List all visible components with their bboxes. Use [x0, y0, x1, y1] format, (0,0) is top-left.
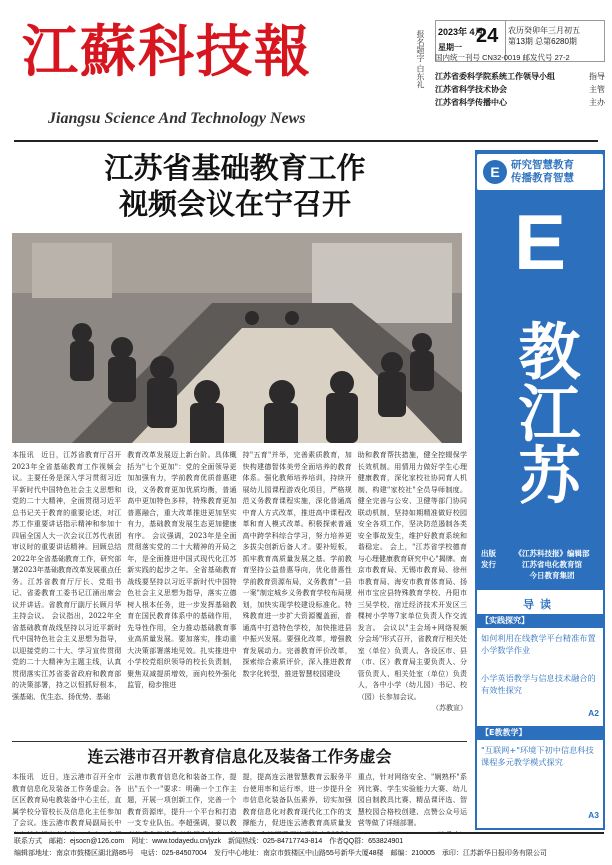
second-headline: 连云港市召开教育信息化及装备工作务虚会: [87, 747, 392, 766]
article-column: 教育改革发展迈上新台阶。具体概括为"七个更加"：党的全面领导更加加强有力，学前教育优质普惠建设，义务教育更加优质均衡，普通高中更加特色多样，特殊教育更加普惠融合，重大改革推进更加坚实有力，基础教育发展生态更加健康有序。 会议强调，2023年是全面贯彻落实党的二十大精神的开局之年，是全面推进中国式现代化江苏新实践的起步之年。全省基础教育战线要坚持以习近平新时代中国特色社会主义思想为指导，落实立德树人根本任务，进一步发挥基础教育在国民教育体系中的基础作用，先导性作用，全力推动基础教育事业高质量发展。要加落实，推动重大决策部署落地见效。扎实推进中小学校党组织领导的校长负责制，聚焦双减提质增效，面向校外强化监管，稳步推进: [127, 451, 237, 689]
footer: [14, 832, 604, 862]
sidebar-big-e: E: [513, 198, 567, 286]
brand-box: [477, 154, 603, 190]
guide-page-ref: A3: [588, 810, 599, 820]
article-column: 提，提高连云港智慧教育云服务平台使用率和运行率，进一步提升全市信息化装备队伍素养，切实加强教育信息化对教育现代化工作的支撑能力，促进连云港教育高质量发: [242, 773, 352, 827]
sponsor-row: 江苏省科学传播中心 主办: [435, 98, 605, 107]
date-weekday: 星期一: [438, 43, 462, 52]
brand-e-icon: E: [483, 160, 507, 184]
meeting-photo: [12, 233, 462, 443]
date-year-month: 2023年 4月: [438, 27, 484, 37]
publisher-info: 出版 发行 《江苏科技报》编辑部 江苏省电化教育馆 今日教育集团: [481, 549, 590, 580]
newspaper-english-name: Jiangsu Science And Technology News: [48, 110, 306, 127]
date-day: 24: [476, 25, 499, 47]
article-column: 持"五育"并举，完善素质教育，加快构建德智体美劳全面培养的教育体系。强化教师培养培训，持续开展幼儿园课程游戏化项目，严格规范义务教育课程实施，深化普通高中育人方式改革，推进高中课程改革和育人模式改革。积极探索普通高中跨学科综合学习，努力培养更多拔尖创新后备人才。要补短板，抓牢教育高质量发展之基。学前教育坚持公益普惠导向，优化普惠性学前教育资源布局，义务教育"一县一案"制定城乡义务教育学校布局规划，加快实现学校建设标准化。特殊教育进一步扩大资源覆盖面，普通高中打造特色学校，加快推进县中振兴发展。要强化改革，增强教育发展动力。完善教育评价改革，探索综合素质评价，深入推进教育数字化转型，推进智慧校园建设: [242, 451, 352, 678]
date-details: [508, 25, 604, 47]
masthead-divider: [14, 140, 598, 142]
newspaper-logo: 江蘇科技報: [22, 19, 312, 85]
article-column: 本报讯 近日，连云港市召开全市教育信息化及装备工作务虚会。各区区教育局电教装备中心主任，直属学校分管校长及信息化主任参加了会议。连云港市教育局副局长中: [12, 773, 122, 827]
guide-page-ref: A2: [588, 708, 599, 718]
lunar-date: 农历癸卯年三月初五: [508, 26, 580, 35]
sidebar-panel: [475, 150, 605, 830]
guide-item-link[interactable]: 如何利用在线教学平台精准布置小学数学作业: [481, 633, 596, 655]
article-column: 助和教育帮扶措施，健全控辍保学长效机制。用情用力做好学生心理健康教育，深化家校社协同育人机制，构建"家校社"全员导师制度。健全完善与公安、卫健等部门协同联动机制，坚持如期精准做好校园安全各项工作，坚决防范遏制各类安全事故发生，维护好教育系统和谐稳定。 会上，"江苏省学校德育与心理健康教育研究中心"揭牌。南京市教育局、无锡市教育局、徐州市教育局、海安市教育体育局、扬州市宝应县特殊教育学校、丹阳市三吴学校、宿迁经济技术开发区三棵树小学等7家单位负责人作交流发言。 会议以"主会场+网络视频分会场"形式召开，省教育厅相关处室（单位）负责人、各设区市、县（市、区）教育局主要负责人、分管负责人、相关处室（单位）负责人，各中小学（幼儿园）书记、校（园）长参加会议。 （苏教宣）: [358, 450, 467, 738]
lead-headline: 江苏省基础教育工作 视频会议在宁召开: [104, 151, 366, 221]
article-column: 重点，针对网络安全、"娴熟杯"系列比赛、学生实验能力大赛、幼儿园自制教具比赛、精品课评选、智慧校园合格校创建、点赞公众号运营等做了详细部署。: [358, 772, 467, 832]
sponsor-row: 江苏省委科学院系统工作领导小组 指导: [435, 72, 605, 81]
footer-contact: 联系方式 邮箱：ejsocn@126.com 网址：www.todayedu.cn/jyzk 新闻热线：025-84717743-814 作者QQ群：653824901: [14, 838, 404, 845]
guide-box: [477, 590, 603, 828]
second-story-body: [12, 772, 467, 832]
sponsors-list: [435, 70, 605, 109]
footer-address: 编辑部地址：南京市鼓楼区湖北路85号 电话：025-84507004 发行中心地址：南京市鼓楼区中山路55号新华大厦48楼 邮编：210005 承印：江苏新华日报印务有限公司: [14, 850, 547, 857]
masthead: [0, 0, 612, 140]
guide-item-link[interactable]: "互联网+"环境下初中信息科技课程多元教学模式探究: [481, 745, 594, 767]
guide-item-link[interactable]: 小学英语教学与信息技术融合的有效性探究: [481, 673, 596, 695]
article-signature: （苏教宣）: [432, 704, 467, 712]
article-column: 本报讯 近日，江苏省教育厅召开2023年全省基础教育工作视频会议。主要任务是深入学习贯彻习近平新时代中国特色社会主义思想和党的二十大精神，全面贯彻习近平总书记关于教育的重要论述，对江苏工作重要讲话指示精神和参加十四届全国人大一次会议江苏代表团审议时的重要讲话精神。回顾总结2022年全省基础教育工作，研究部署2023年基础教育改革发展重点任务。江苏省教育厅厅长、党组书记、省委教育工委书记江涌出席会议并讲话。省教育厅副厅长顾月华主持会议。 会议指出，2022年全省基础教育战线坚持以习近平新时代中国特色社会主义思想为指导，以迎接党的二十大、学习宣传贯彻党的二十大精神为主题主线，认真贯彻落实江苏省委省政府和教育部的决策部署，持之以恒抓好根本，强基础、优生态、扬优势、基础: [12, 451, 122, 701]
story-divider: [12, 741, 467, 742]
issue-number: 第13期 总第6280期: [508, 37, 577, 46]
meeting-photo-illustration: [12, 233, 462, 443]
guide-section-tag: 【E教教学】: [477, 726, 603, 740]
brand-slogan: 研究智慧教育 传播教育智慧: [511, 159, 574, 184]
article-column: 云港市教育信息化和装备工作，提出"五个一"要求：明确一个工作主题，开展一项创新工作，完善一个教育资源库，提升一个平台和打造一支专业队伍。李超强调，要以教: [127, 773, 237, 827]
logo-inscription: 报名题字 白东礼: [416, 30, 425, 89]
sidebar-title: 教江苏: [508, 319, 581, 505]
guide-section-tag: 【实践探究】: [477, 614, 603, 628]
publication-codes: 国内统一刊号 CN32-0019 邮发代号 27-2: [435, 53, 570, 62]
lead-story-body: [12, 450, 467, 738]
sponsor-row: 江苏省科学技术协会 主管: [435, 85, 605, 94]
guide-title: 导读: [523, 598, 557, 611]
